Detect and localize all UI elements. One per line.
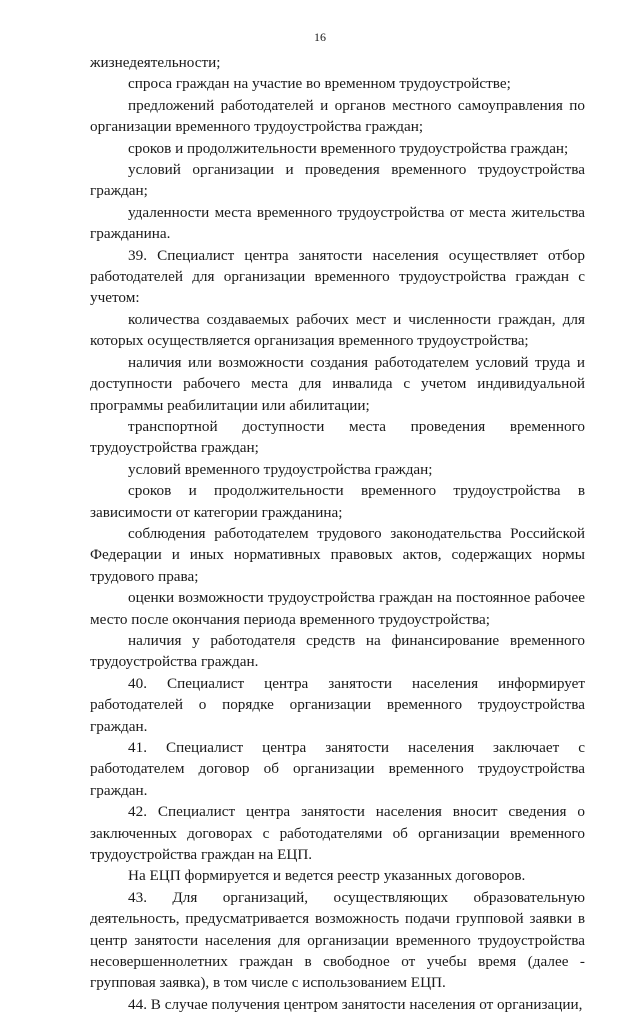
paragraph: транспортной доступности места проведения временного трудоустройства граждан;	[90, 417, 585, 457]
paragraph: предложений работодателей и органов местного самоуправления по организации временного трудоустройства граждан;	[90, 96, 585, 136]
paragraph: условий временного трудоустройства граждан;	[128, 460, 433, 478]
paragraph: На ЕЦП формируется и ведется реестр указанных договоров.	[128, 867, 526, 885]
paragraph: условий организации и проведения временного трудоустройства граждан;	[90, 161, 585, 200]
paragraph: 42. Специалист центра занятости населения вносит сведения о заключенных договорах с работодателями об организации временного трудоустройства граждан на ЕЦП.	[90, 803, 585, 864]
paragraph: 44. В случае получения центром занятости населения от организации,	[128, 995, 583, 1013]
paragraph: сроков и продолжительности временного трудоустройства граждан;	[128, 139, 569, 157]
document-body	[90, 52, 585, 1015]
paragraph: количества создаваемых рабочих мест и численности граждан, для которых осуществляется организация временного трудоустройства;	[90, 310, 585, 350]
paragraph: сроков и продолжительности временного трудоустройства в зависимости от категории гражданина;	[90, 482, 585, 521]
page-number: 16	[314, 30, 326, 44]
paragraph: оценки возможности трудоустройства граждан на постоянное рабочее место после окончания периода временного трудоустройства;	[90, 589, 585, 628]
paragraph: жизнедеятельности;	[90, 54, 221, 71]
paragraph: спроса граждан на участие во временном трудоустройстве;	[128, 75, 511, 93]
paragraph: 39. Специалист центра занятости населения осуществляет отбор работодателей для организации временного трудоустройства граждан с учетом:	[90, 246, 585, 307]
paragraph: наличия у работодателя средств на финансирование временного трудоустройства граждан.	[90, 631, 585, 671]
paragraph: 40. Специалист центра занятости населения информирует работодателей о порядке организации временного трудоустройства граждан.	[90, 674, 585, 735]
paragraph: 43. Для организаций, осуществляющих образовательную деятельность, предусматривается возможность подачи групповой заявки в центр занятости населения для организации временного трудоустройства несовершеннолетних граждан в свободное от учебы время (далее - групповая заявка), в том числе с использованием ЕЦП.	[90, 888, 585, 992]
paragraph: наличия или возможности создания работодателем условий труда и доступности рабочего места для инвалида с учетом индивидуальной программы реабилитации или абилитации;	[90, 353, 585, 414]
paragraph: 41. Специалист центра занятости населения заключает с работодателем договор об организации временного трудоустройства граждан.	[90, 739, 585, 799]
paragraph: удаленности места временного трудоустройства от места жительства гражданина.	[90, 203, 585, 243]
paragraph: соблюдения работодателем трудового законодательства Российской Федерации и иных нормативных правовых актов, содержащих нормы трудового права;	[90, 524, 585, 585]
